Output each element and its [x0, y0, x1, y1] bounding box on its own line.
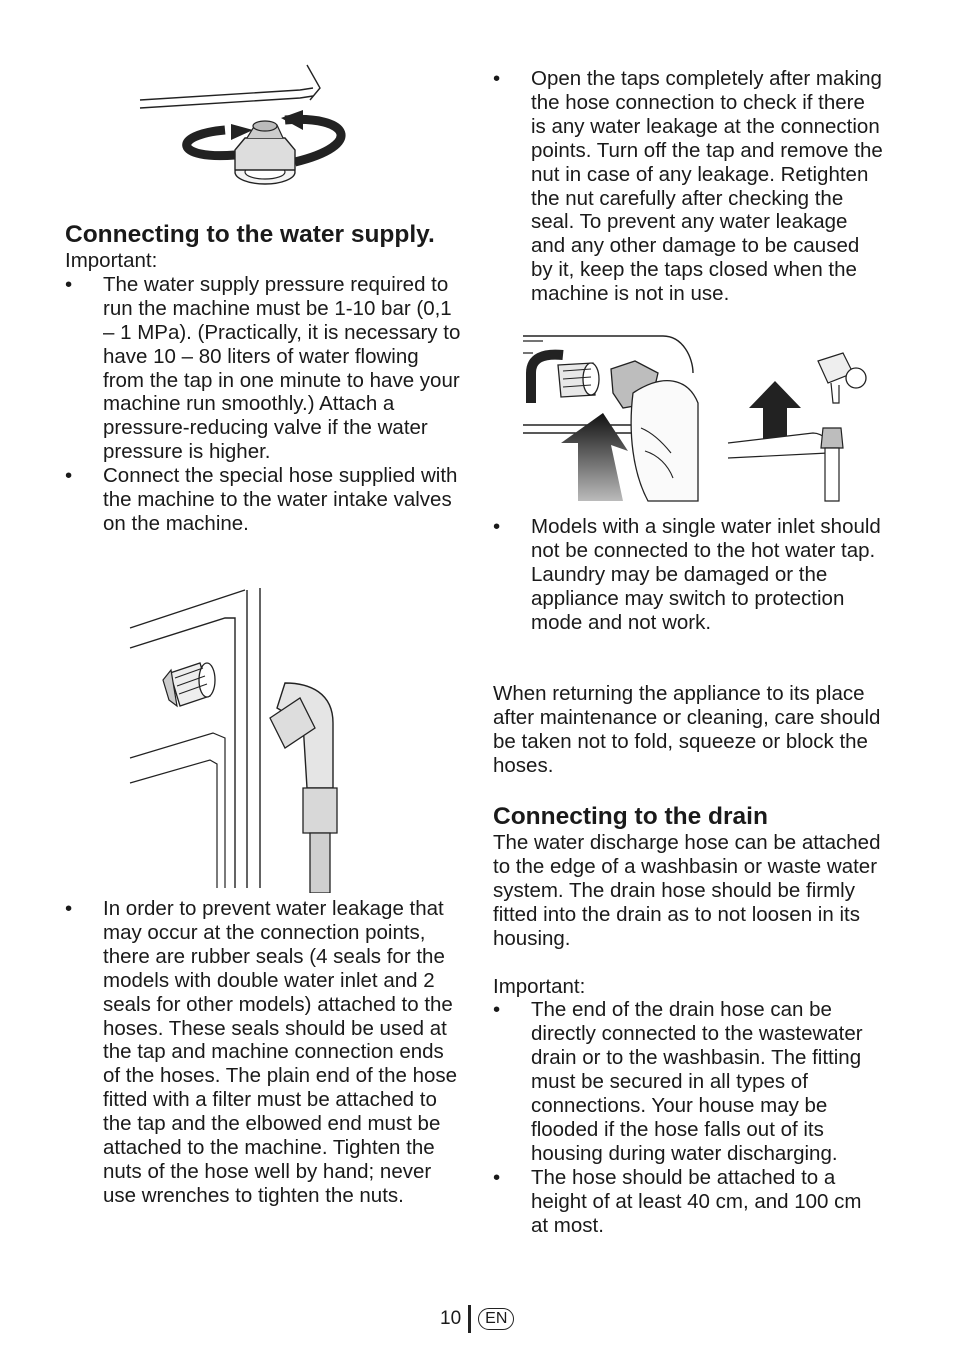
machine-inlet-illustration	[125, 588, 340, 893]
bullet-marker: •	[65, 897, 73, 920]
bullet-text: The end of the drain hose can be directly connected to the wastewater drain or to the washbasin. The fitting must be secured in all types of connections. Your house may be flooded if the hose falls out of its housing during water discharging.	[531, 998, 863, 1165]
tap-connection-illustration	[523, 333, 873, 503]
bullet-item	[493, 998, 883, 1165]
footer-divider	[468, 1305, 471, 1333]
open-taps-section	[493, 67, 883, 306]
bullet-marker: •	[65, 272, 73, 296]
drain-paragraph: The water discharge hose can be attached to the edge of a washbasin or waste water system. The drain hose should be firmly fitted into the drain as to not loosen in its housing.	[493, 831, 881, 950]
page-number: 10	[440, 1308, 462, 1329]
important-label: Important:	[493, 974, 586, 998]
bullet-item	[493, 67, 883, 306]
language-badge: EN	[478, 1308, 514, 1330]
bullet-marker: •	[493, 515, 501, 538]
bullet-text: The hose should be attached to a height of at least 40 cm, and 100 cm at most.	[531, 1165, 862, 1237]
bullet-marker: •	[493, 67, 501, 90]
bullet-marker: •	[65, 464, 73, 488]
bullet-text: Open the taps completely after making the hose connection to check if there is any water leakage at the connection points. Turn off the tap and remove the nut in case of any leakage. Retighten the nut carefully after checking the seal. To prevent any water leakage and any other damage to be caused by it, keep the taps closed when the machine is not in use.	[531, 67, 883, 306]
bullet-item	[493, 515, 883, 635]
bullet-text: Connect the special hose supplied with the machine to the water intake valves on the machine.	[103, 464, 458, 535]
drain-section	[493, 802, 883, 1238]
bullet-item	[65, 897, 465, 1208]
bullet-item	[65, 464, 465, 536]
section-heading-drain: Connecting to the drain	[493, 803, 768, 830]
bullet-text: Models with a single water inlet should not be connected to the hot water tap. Laundry may be damaged or the appliance may switch to protection mode and not work.	[531, 515, 881, 634]
important-label: Important:	[65, 249, 158, 272]
section-heading-water-supply: Connecting to the water supply.	[65, 221, 435, 248]
bullet-text: The water supply pressure required to run the machine must be 1-10 bar (0,1 – 1 MPa). (Practically, it is necessary to have 10 – 80 liters of water flowing from the tap in one minute to have your machine run smoothly.) Attach a pressure-reducing valve if the water pressure is higher.	[103, 272, 461, 464]
returning-appliance-section	[493, 682, 883, 778]
nut-rotation-illustration	[135, 60, 375, 195]
water-supply-section	[65, 220, 465, 536]
returning-appliance-paragraph: When returning the appliance to its place after maintenance or cleaning, care should be taken not to fold, squeeze or block the hoses.	[493, 682, 881, 777]
bullet-item	[65, 273, 465, 464]
seals-section	[65, 897, 465, 1208]
bullet-item	[493, 1166, 883, 1238]
bullet-marker: •	[493, 1165, 501, 1189]
single-inlet-section	[493, 515, 883, 635]
bullet-text: In order to prevent water leakage that may occur at the connection points, there are rubber seals (4 seals for the models with double water inlet and 2 seals for other models) attached to the hoses. These seals should be used at the tap and machine connection ends of the hoses. The plain end of the hose fitted with a filter must be attached to the tap and the elbowed end must be attached to the machine. Tighten the nuts of the hose well by hand; never use wrenches to tighten the nuts.	[103, 897, 458, 1207]
bullet-marker: •	[493, 998, 501, 1022]
page-footer	[440, 1305, 514, 1333]
